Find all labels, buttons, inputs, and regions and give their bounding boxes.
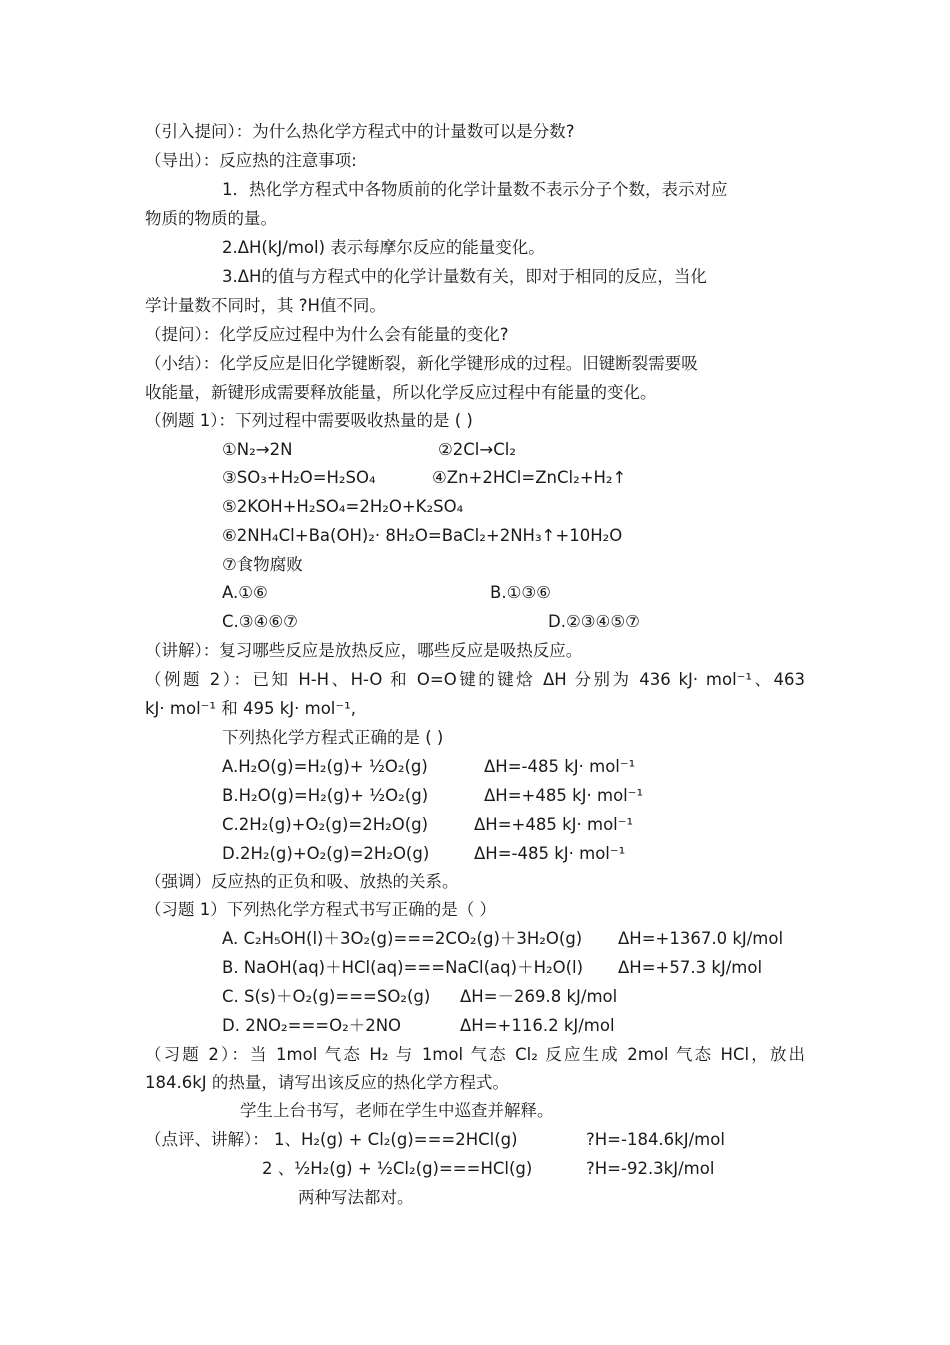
equation: A.H₂O(g)=H₂(g)+ ½O₂(g) xyxy=(222,757,428,776)
equation: B. NaOH(aq)＋HCl(aq)===NaCl(aq)＋H₂O(l) xyxy=(222,958,584,977)
equation: D. 2NO₂===O₂＋2NO xyxy=(222,1016,402,1035)
text-line: （小结）：化学反应是旧化学键断裂，新化学键形成的过程。旧键断裂需要吸 xyxy=(145,354,698,373)
answer-choice: C.③④⑥⑦ xyxy=(222,612,298,631)
equation: A. C₂H₅OH(l)＋3O₂(g)===2CO₂(g)＋3H₂O(g) xyxy=(222,929,583,948)
text-line: （例题 2）：已知 H-H、H-O 和 O=O键的键焓 ΔH 分别为 436 kJ· mol⁻¹、463 xyxy=(145,670,805,689)
option-item: ③SO₃+H₂O=H₂SO₄ xyxy=(222,468,376,487)
text-line: （引入提问）：为什么热化学方程式中的计量数可以是分数? xyxy=(145,122,575,141)
equation: C.2H₂(g)+O₂(g)=2H₂O(g) xyxy=(222,815,429,834)
answer-choice: B.①③⑥ xyxy=(490,583,551,602)
text-line: （习题 1）下列热化学方程式书写正确的是（ ） xyxy=(145,900,496,919)
enthalpy-value: ΔH=-485 kJ· mol⁻¹ xyxy=(474,844,626,863)
option-item: ②2Cl→Cl₂ xyxy=(438,440,516,459)
text-line: （习题 2）：当 1mol 气态 H₂ 与 1mol 气态 Cl₂ 反应生成 2mol 气态 HCl，放出 xyxy=(145,1045,805,1064)
equation: C. S(s)＋O₂(g)===SO₂(g) xyxy=(222,987,431,1006)
text-line: 物质的物质的量。 xyxy=(145,209,277,228)
equation: B.H₂O(g)=H₂(g)+ ½O₂(g) xyxy=(222,786,429,805)
option-item: ⑥2NH₄Cl+Ba(OH)₂· 8H₂O=BaCl₂+2NH₃↑+10H₂O xyxy=(222,526,623,545)
text-line: 下列热化学方程式正确的是 ( ) xyxy=(222,728,444,747)
text-line: （导出）：反应热的注意事项: xyxy=(145,151,357,170)
enthalpy-value: ΔH=+57.3 kJ/mol xyxy=(618,958,763,977)
text-line: kJ· mol⁻¹ 和 495 kJ· mol⁻¹, xyxy=(145,699,356,718)
text-line: （讲解）：复习哪些反应是放热反应，哪些反应是吸热反应。 xyxy=(145,641,583,660)
option-item: ⑤2KOH+H₂SO₄=2H₂O+K₂SO₄ xyxy=(222,497,464,516)
text-line: 两种写法都对。 xyxy=(298,1188,414,1207)
enthalpy-value: ΔH=-485 kJ· mol⁻¹ xyxy=(484,757,636,776)
answer-choice: D.②③④⑤⑦ xyxy=(548,612,640,631)
text-line: （例题 1）：下列过程中需要吸收热量的是 ( ) xyxy=(145,411,473,430)
text-line: 3.ΔH的值与方程式中的化学计量数有关，即对于相同的反应，当化 xyxy=(222,267,707,286)
enthalpy-value: ?H=-184.6kJ/mol xyxy=(586,1130,725,1149)
text-line: 学计量数不同时，其 ?H值不同。 xyxy=(145,296,386,315)
enthalpy-value: ΔH=－269.8 kJ/mol xyxy=(460,987,618,1006)
enthalpy-value: ΔH=+485 kJ· mol⁻¹ xyxy=(474,815,634,834)
enthalpy-value: ?H=-92.3kJ/mol xyxy=(586,1159,715,1178)
equation: D.2H₂(g)+O₂(g)=2H₂O(g) xyxy=(222,844,430,863)
enthalpy-value: ΔH=+1367.0 kJ/mol xyxy=(618,929,784,948)
text-line: 学生上台书写，老师在学生中巡查并解释。 xyxy=(240,1101,554,1120)
text-line: （强调）反应热的正负和吸、放热的关系。 xyxy=(145,872,459,891)
text-line: （提问）：化学反应过程中为什么会有能量的变化? xyxy=(145,325,509,344)
enthalpy-value: ΔH=+116.2 kJ/mol xyxy=(460,1016,615,1035)
text-line: 2.ΔH(kJ/mol) 表示每摩尔反应的能量变化。 xyxy=(222,238,545,257)
enthalpy-value: ΔH=+485 kJ· mol⁻¹ xyxy=(484,786,644,805)
equation: 2 、½H₂(g) + ½Cl₂(g)===HCl(g) xyxy=(262,1159,533,1178)
option-item: ⑦食物腐败 xyxy=(222,555,303,574)
equation: （点评、讲解）： 1、H₂(g) + Cl₂(g)===2HCl(g) xyxy=(145,1130,518,1149)
option-item: ④Zn+2HCl=ZnCl₂+H₂↑ xyxy=(432,468,627,487)
text-line: 1．热化学方程式中各物质前的化学计量数不表示分子个数，表示对应 xyxy=(222,180,728,199)
text-line: 184.6kJ 的热量，请写出该反应的热化学方程式。 xyxy=(145,1073,509,1092)
answer-choice: A.①⑥ xyxy=(222,583,268,602)
text-line: 收能量，新键形成需要释放能量，所以化学反应过程中有能量的变化。 xyxy=(145,383,657,402)
option-item: ①N₂→2N xyxy=(222,440,293,459)
